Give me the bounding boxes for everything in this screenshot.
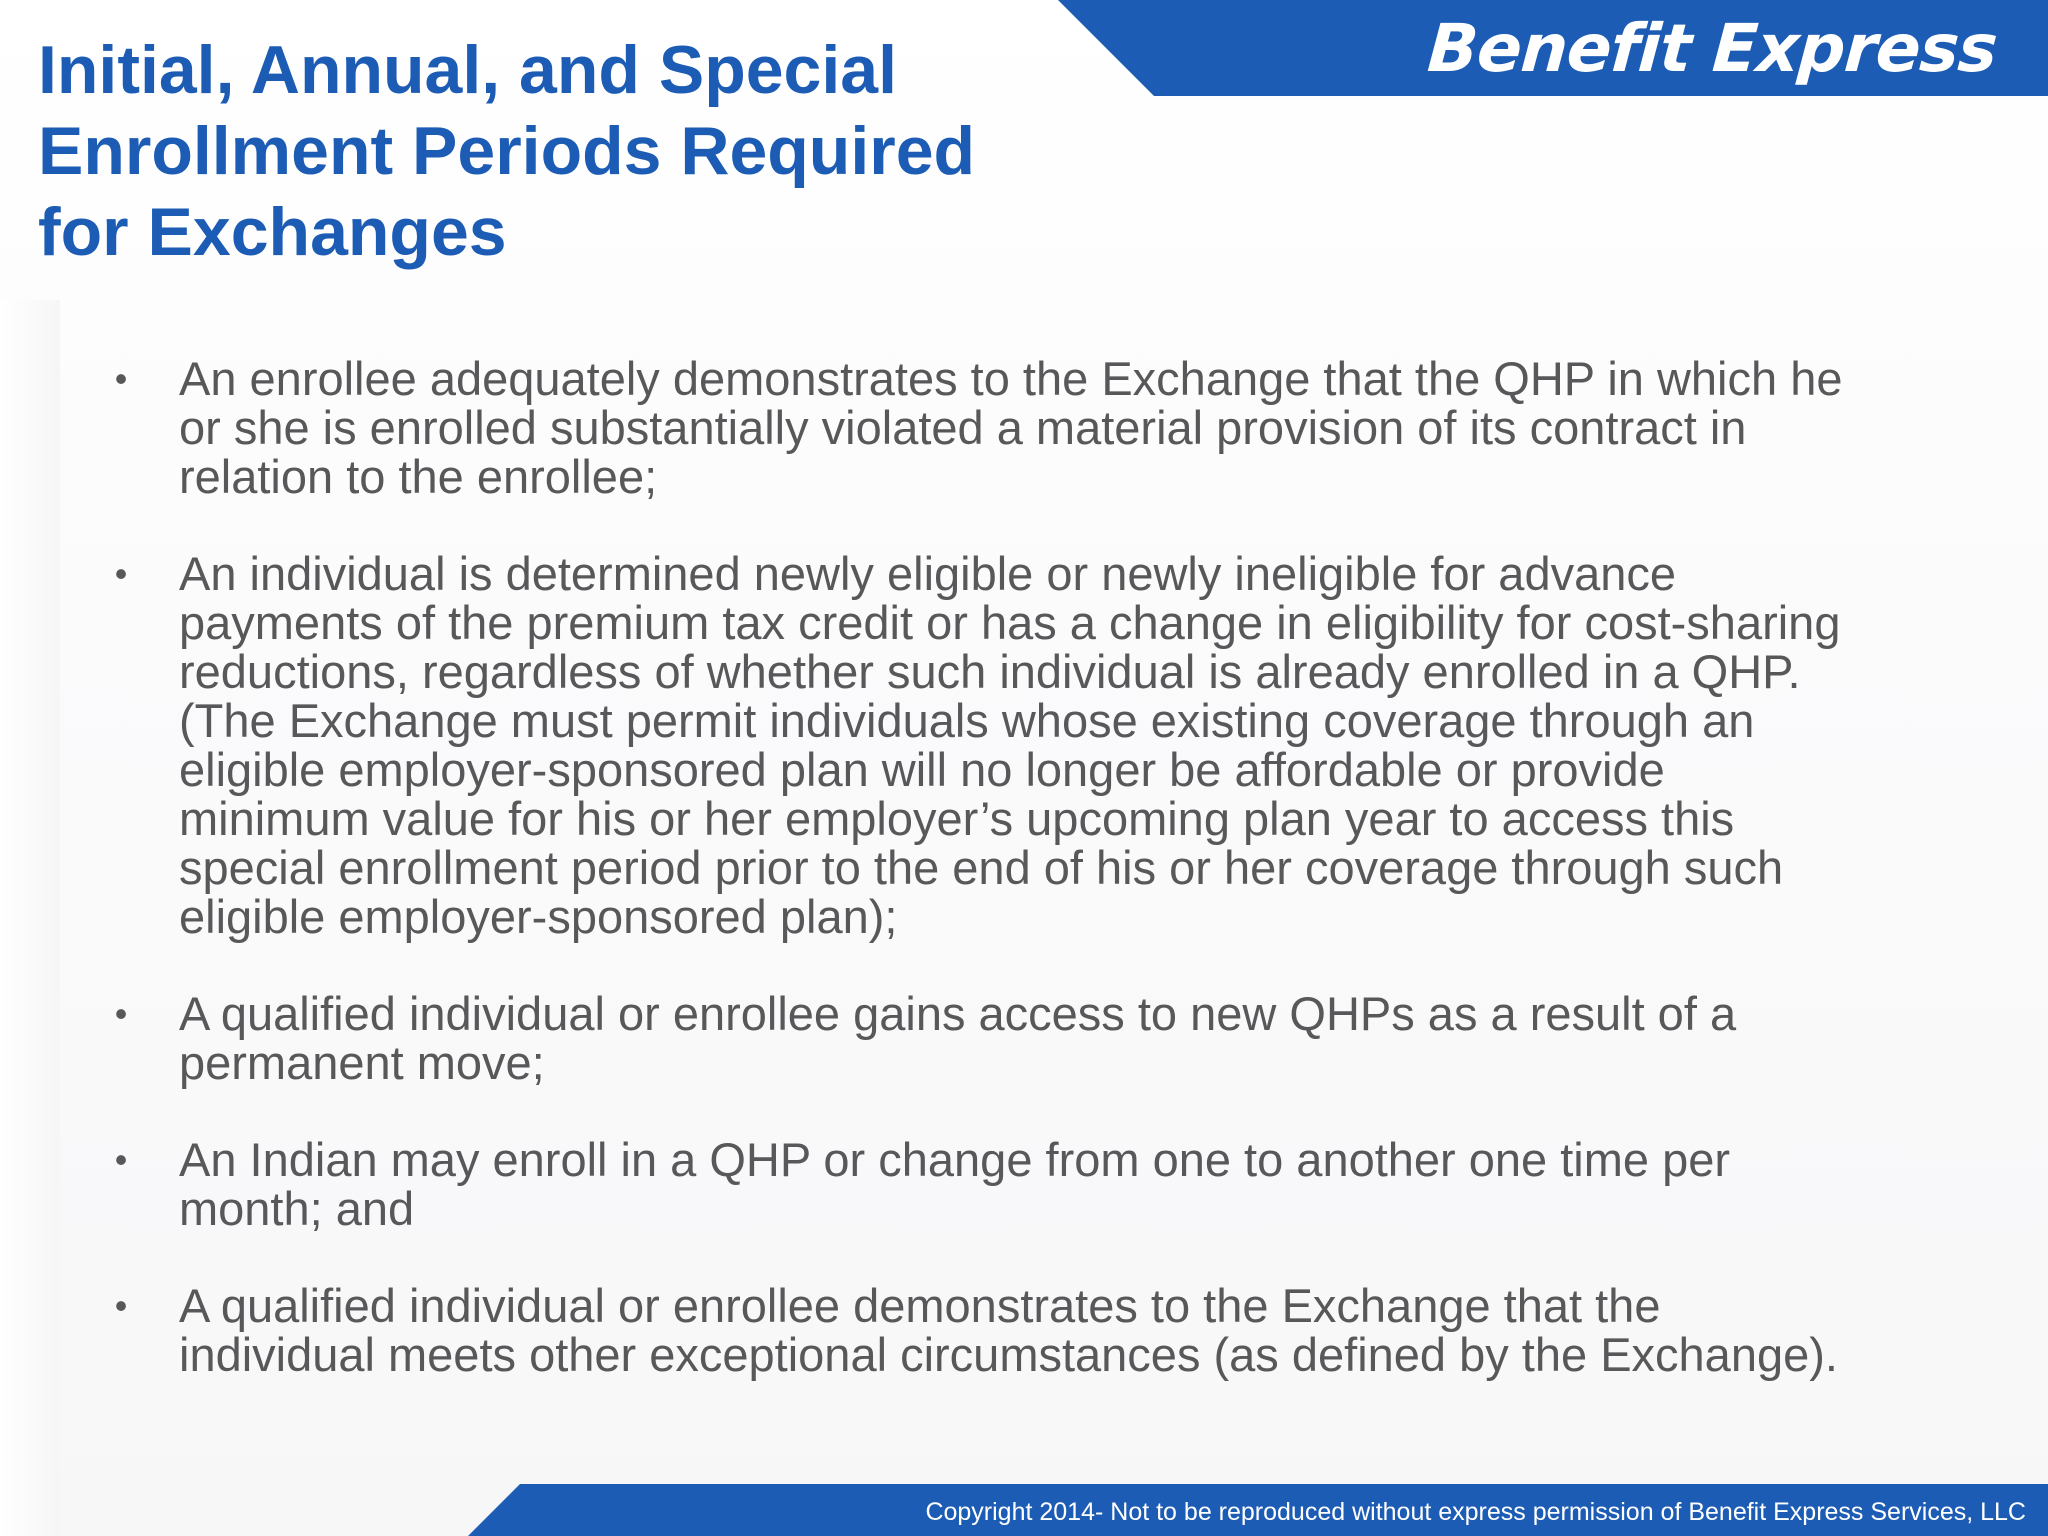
bullet-text: An Indian may enroll in a QHP or change from one to another one time per month; and [179, 1133, 1731, 1235]
bullet-icon: • [114, 1139, 128, 1180]
bullet-item [0, 1281, 2048, 1379]
bullet-text: An individual is determined newly eligible or newly ineligible for advance payments of the premium tax credit or has a change in eligibility for cost-sharing reductions, regardless of whether such individual is already enrolled in a QHP. (The Exchange must permit individuals whose existing coverage through an eligible employer-sponsored plan will no longer be affordable or provide minimum value for his or her employer’s upcoming plan year to access this special enrollment period prior to the end of his or her coverage through such eligible employer-sponsored plan); [179, 547, 1841, 943]
bullet-list [0, 354, 2048, 1427]
title-line: Enrollment Periods Required [38, 113, 976, 189]
bullet-item [0, 354, 2048, 501]
title-line: Initial, Annual, and Special [38, 32, 897, 108]
bullet-item [0, 989, 2048, 1087]
title-line: for Exchanges [38, 194, 507, 270]
bullet-text: A qualified individual or enrollee gains access to new QHPs as a result of a permanent move; [179, 987, 1737, 1089]
slide-title [38, 30, 1038, 273]
bullet-icon: • [114, 358, 128, 399]
logo-word-benefit: Benefit [1424, 9, 1693, 87]
bullet-icon: • [114, 553, 128, 594]
bullet-icon: • [114, 993, 128, 1034]
bullet-text: An enrollee adequately demonstrates to the Exchange that the QHP in which he or she is enrolled substantially violated a material provision of its contract in relation to the enrollee; [179, 352, 1843, 503]
copyright-notice: Copyright 2014- Not to be reproduced without express permission of Benefit Express Services, LLC [925, 1498, 2026, 1526]
bullet-icon: • [114, 1285, 128, 1326]
bullet-item [0, 1135, 2048, 1233]
bullet-text: A qualified individual or enrollee demonstrates to the Exchange that the individual meets other exceptional circumstances (as defined by the Exchange). [179, 1279, 1838, 1381]
benefit-express-logo [1425, 8, 1999, 88]
logo-word-express: Express [1709, 9, 1999, 87]
bullet-item [0, 549, 2048, 941]
